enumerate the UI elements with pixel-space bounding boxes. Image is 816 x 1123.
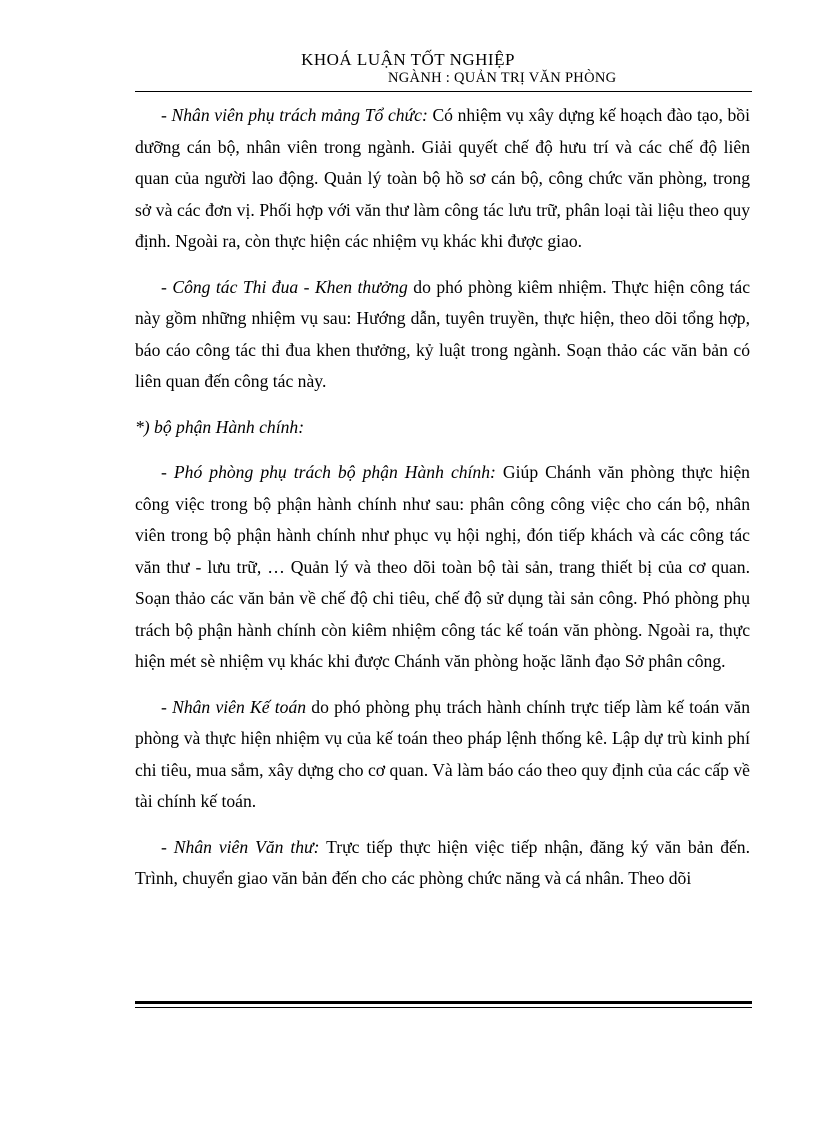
paragraph-van-thu bbox=[135, 832, 750, 895]
paragraph-lead: Nhân viên Văn thư: bbox=[173, 836, 320, 857]
header-subtitle: NGÀNH : QUẢN TRỊ VĂN PHÒNG bbox=[388, 70, 617, 86]
section-heading: *) bộ phận Hành chính: bbox=[135, 416, 305, 437]
paragraph-lead: Phó phòng phụ trách bộ phận Hành chính: bbox=[173, 462, 496, 482]
footer-rule-thick bbox=[135, 1001, 752, 1004]
paragraph-lead: Nhân viên phụ trách mảng Tổ chức: bbox=[171, 105, 428, 125]
paragraph-to-chuc bbox=[135, 100, 750, 258]
paragraph-lead: Nhân viên Kế toán bbox=[172, 696, 307, 717]
paragraph-text: Giúp Chánh văn phòng thực hiện công việc trong bộ phận hành chính như sau: phân công công việc cho cán bộ, nhân viên trong bộ phận hành chính như phục vụ hội nghị, đón tiếp khách và các công tác văn thư - lưu trữ, … Quản lý và theo dõi toàn bộ tài sản, trang thiết bị của cơ quan. Soạn thảo các văn bản về chế độ chi tiêu, chế độ sử dụng tài sản công. Phó phòng phụ trách bộ phận hành chính còn kiêm nhiệm công tác kế toán văn phòng. Ngoài ra, thực hiện mét sè nhiệm vụ khác khi được Chánh văn phòng hoặc lãnh đạo Sở phân công. bbox=[135, 462, 750, 671]
paragraph-thi-dua bbox=[135, 272, 750, 398]
paragraph-pho-phong bbox=[135, 457, 750, 678]
dash: - bbox=[161, 462, 174, 482]
paragraph-text: do phó phòng phụ trách hành chính trực tiếp làm kế toán văn phòng và thực hiện nhiệm vụ của kế toán theo pháp lệnh thống kê. Lập dự trù kinh phí chi tiêu, mua sắm, xây dựng cho cơ quan. Và làm báo cáo theo quy định của các cấp về tài chính kế toán. bbox=[135, 696, 750, 811]
dash: - bbox=[161, 836, 174, 857]
document-body bbox=[135, 100, 750, 909]
header-rule bbox=[135, 91, 752, 92]
paragraph-text: Có nhiệm vụ xây dựng kế hoạch đào tạo, bồi dưỡng cán bộ, nhân viên trong ngành. Giải quyết chế độ hưu trí và các chế độ liên quan của người lao động. Quản lý toàn bộ hồ sơ cán bộ, công chức văn phòng, trong sở và các đơn vị. Phối hợp với văn thư làm công tác lưu trữ, phân loại tài liệu theo quy định. Ngoài ra, còn thực hiện các nhiệm vụ khác khi được giao. bbox=[135, 105, 750, 251]
paragraph-text: Trực tiếp thực hiện việc tiếp nhận, đăng ký văn bản đến. Trình, chuyển giao văn bản đến cho các phòng chức năng và cá nhân. Theo dõi bbox=[135, 836, 750, 888]
paragraph-text: do phó phòng kiêm nhiệm. Thực hiện công tác này gồm những nhiệm vụ sau: Hướng dẫn, tuyên truyền, thực hiện, theo dõi tổng hợp, báo cáo công tác thi đua khen thưởng, kỷ luật trong ngành. Soạn thảo các văn bản có liên quan đến công tác này. bbox=[135, 276, 750, 391]
header-title: KHOÁ LUẬN TỐT NGHIỆP bbox=[301, 50, 515, 69]
paragraph-lead: Công tác Thi đua - Khen thưởng bbox=[172, 276, 408, 297]
dash: - bbox=[161, 105, 172, 125]
footer-rule-thin bbox=[135, 1007, 752, 1008]
dash: - bbox=[161, 696, 173, 717]
dash: - bbox=[161, 276, 173, 297]
paragraph-ke-toan bbox=[135, 692, 750, 818]
